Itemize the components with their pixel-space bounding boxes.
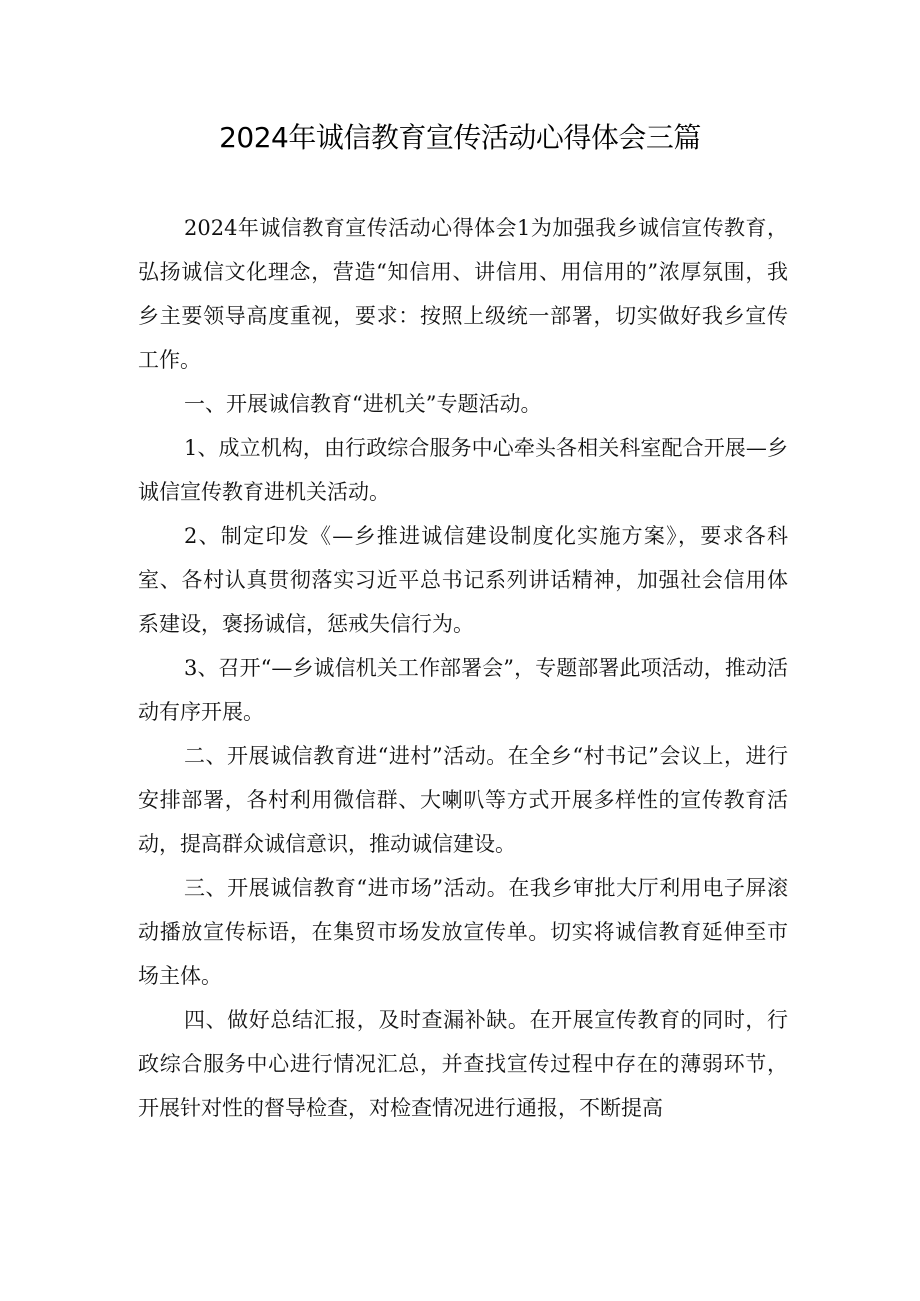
paragraph-item-2: 2、制定印发《—乡推进诚信建设制度化实施方案》，要求各科室、各村认真贯彻落实习近平总书记系列讲话精神，加强社会信用体系建设，褒扬诚信，惩戒失信行为。 (138, 524, 788, 636)
paragraph-intro: 2024年诚信教育宣传活动心得体会1为加强我乡诚信宣传教育，弘扬诚信文化理念，营造“知信用、讲信用、用信用的”浓厚氛围，我乡主要领导高度重视，要求：按照上级统一部署，切实做好我乡宣传工作。 (138, 216, 788, 372)
paragraph-section-3: 三、开展诚信教育“进市场”活动。在我乡审批大厅利用电子屏滚动播放宣传标语，在集贸市场发放宣传单。切实将诚信教育延伸至市场主体。 (138, 876, 788, 988)
paragraph-section-1-heading: 一、开展诚信教育“进机关”专题活动。 (184, 392, 542, 416)
paragraph-section-4: 四、做好总结汇报，及时查漏补缺。在开展宣传教育的同时，行政综合服务中心进行情况汇总，并查找宣传过程中存在的薄弱环节，开展针对性的督导检查，对检查情况进行通报，不断提高 (138, 1008, 788, 1120)
paragraph-item-3: 3、召开“—乡诚信机关工作部署会”，专题部署此项活动，推动活动有序开展。 (138, 656, 788, 724)
document-title: 2024年诚信教育宣传活动心得体会三篇 (219, 121, 701, 154)
document-body (138, 206, 788, 1130)
paragraph-section-2: 二、开展诚信教育进“进村”活动。在全乡“村书记”会议上，进行安排部署，各村利用微信群、大喇叭等方式开展多样性的宣传教育活动，提高群众诚信意识，推动诚信建设。 (138, 744, 788, 856)
paragraph-item-1: 1、成立机构，由行政综合服务中心牵头各相关科室配合开展—乡诚信宣传教育进机关活动。 (138, 436, 788, 504)
